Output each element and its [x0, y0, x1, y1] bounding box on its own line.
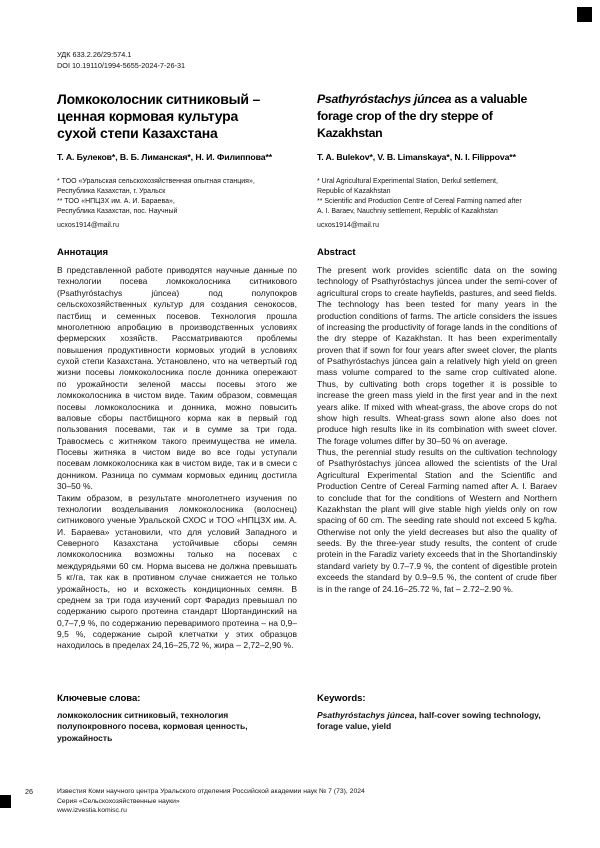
affiliations-ru: * ТОО «Уральская сельскохозяйственная опытная станция», Республика Казахстан, г. Уральск ** ТОО «НПЦЗХ им. А. И. Бараева», Республика Казахстан, пос. Научный: [57, 178, 255, 216]
keywords-ru: ломкоколосник ситниковый, технология полупокровного посева, кормовая ценность, урожайность: [57, 710, 248, 743]
email-link-ru[interactable]: ucxos1914@mail.ru: [57, 221, 119, 229]
abstract-paragraph-ru-2: Таким образом, в результате многолетнего изучения по технологии возделывания ломкоколосника (волоснец) ситникового ученые Уральской СХОС и ТОО «НПЦЗХ им. А. И. Бараева» установили, что для условий Западного и Северного Казахстана устойчивые сборы семян ломкоколосника возможны только на посевах с междурядьями 60 см. Норма высева не должна превышать 5 кг/га, так как в противном случае снижается не только урожайность, но и всхожесть кондиционных семян. В среднем за три года изучений сорт Фарадиз превышал по содержанию сырого протеина стандарт Шортандинский на 0,7–7,9 %, по содержанию переваримого протеина – на 0,9–9,5 %, содержание сырой клетчатки у этих образцов находилось в пределах 24,16–25,72 %, жира – 2,72–2,90 %.: [57, 492, 297, 651]
article-meta: [57, 50, 185, 72]
footer-series: Серия «Сельскохозяйственные науки»: [57, 797, 180, 805]
keywords-heading-ru: Ключевые слова:: [57, 693, 141, 704]
title-rest-en: as a valuable forage crop of the dry steppe of Kazakhstan: [317, 92, 527, 141]
column-english: [317, 91, 557, 744]
authors-ru: Т. А. Булеков*, В. Б. Лиманская*, Н. И. Филиппова**: [57, 152, 273, 162]
doi-code: DOI 10.19110/1994-5655-2024-7-26-31: [57, 60, 186, 70]
species-name-keywords: Psathyróstachys júncea: [317, 710, 415, 720]
authors-block-en: [317, 148, 557, 171]
abstract-ru: [57, 265, 297, 693]
title-block-en: [317, 91, 557, 148]
affiliations-en: * Ural Agricultural Experimental Station, Derkul settlement, Republic of Kazakhstan ** Scientific and Production Centre of Cereal Farming named after A. I. Baraev, Nauchniy settlement, Republic of Kazakhstan: [317, 178, 522, 216]
footer-journal-title: Известия Коми научного центра Уральского отделения Российской академии наук № 7 (73), 2024: [57, 788, 365, 795]
page-number: 26: [25, 787, 33, 796]
abstract-en: [317, 265, 557, 693]
email-link-en[interactable]: ucxos1914@mail.ru: [317, 221, 379, 229]
article-title-ru: Ломкоколосник ситниковый – ценная кормовая культура сухой степи Казахстана: [57, 91, 261, 142]
keywords-rest-en: , half-cover sowing technology, forage value, yield: [317, 710, 541, 732]
authors-block-ru: [57, 148, 297, 171]
corner-square-top: [577, 7, 592, 22]
abstract-paragraph-en-2: Thus, the perennial study results on the cultivation technology of Psathyróstachys júncea allowed the scientists of the Ural Agricultural Experimental Station and the Scientific and Production Centre of Cereal Farming named after A. I. Baraev to conclude that for the conditions of Western and Northern Kazakhstan the plant will give stable high yields only on row spacing of 60 cm. The seeding rate should not exceed 5 kg/ha. Otherwise not only the yield decreases but also the quality of seeds. By the three-year study results, the content of crude protein in the Faradiz variety exceeds that in the Shortandinskiy standard variety by 0.7–7.9 %, the content of digestible protein exceeds the standard by 0.9–9.5 %, the content of crude fiber is in the range of 24.16–25.72 %, fat – 2.72–2.90 %.: [317, 447, 557, 594]
journal-footer: [57, 787, 557, 816]
keywords-heading-en: Keywords:: [317, 693, 366, 704]
affiliations-block-ru: [57, 171, 297, 247]
keywords-en: [317, 710, 557, 733]
corner-square-bottom: [0, 795, 11, 808]
affiliations-block-en: [317, 171, 557, 247]
abstract-heading-ru: Аннотация: [57, 247, 109, 258]
species-name-title: Psathyróstachys júncea: [317, 92, 452, 106]
column-russian: [57, 91, 297, 744]
abstract-paragraph-en-1: The present work provides scientific data on the sowing technology of Psathyróstachys júncea under the semi-cover of agricultural crops to create hayfields, pastures, and seed fields. The technology has been tested for many years in the production conditions of farms. The article considers the issues of increasing the productivity of forage lands in the conditions of the dry steppe of Kazakhstan. It has been experimentally proven that if sown for four years after sweet clover, the plants of Psathyróstachys júncea gain a relatively high yield on green mass volume compared to the same crop cultivated alone. Thus, by cultivating both crops together it is possible to increase the green mass yield in the first year and in the next years alike. If mixed with wheat-grass, the above crops do not show high results. Wheat-grass sown alone also does not produce high results like in its combination with sweet clover. The forage volumes differ by 30–50 % on average.: [317, 265, 557, 446]
udc-code: УДК 633.2.26/29:574.1: [57, 50, 132, 59]
authors-en: T. A. Bulekov*, V. B. Limanskaya*, N. I. Filippova**: [317, 152, 516, 162]
article-columns: [57, 91, 557, 744]
footer-url-link[interactable]: www.izvestia.komisc.ru: [57, 807, 127, 815]
article-title-en: [317, 91, 557, 142]
abstract-heading-en: Abstract: [317, 247, 356, 258]
title-block-ru: [57, 91, 297, 148]
abstract-paragraph-ru-1: В представленной работе приводятся научные данные по технологии посева ломкоколосника ситникового (Psathyróstachys júncea) под полупокров сельскохозяйственных культур для создания сенокосов, пастбищ и семенных посевов. Технология прошла многолетнюю апробацию в производственных условиях фермерских хозяйств. Рассматриваются проблемы повышения продуктивности кормовых угодий в условиях сухой степи Казахстана. Установлено, что на четвертый год жизни посевы ломкоколосника после донника опережают по урожайности зеленой массы посевы этого же ломкоколосника в чистом виде. Таким образом, совмещая посевы ломкоколосника и донника, можно повысить валовые сборы пастбищного корма как в первый год пользования посевами, так и в сумме за три года. Травосмесь с житняком такого преимущества не имела. Посевы житняка в чистом виде во все годы уступали посевам ломкоколосника как в чистом виде, так и в смеси с донником. Разница по суммам кормовых единиц достигла 30–50 %.: [57, 265, 297, 492]
